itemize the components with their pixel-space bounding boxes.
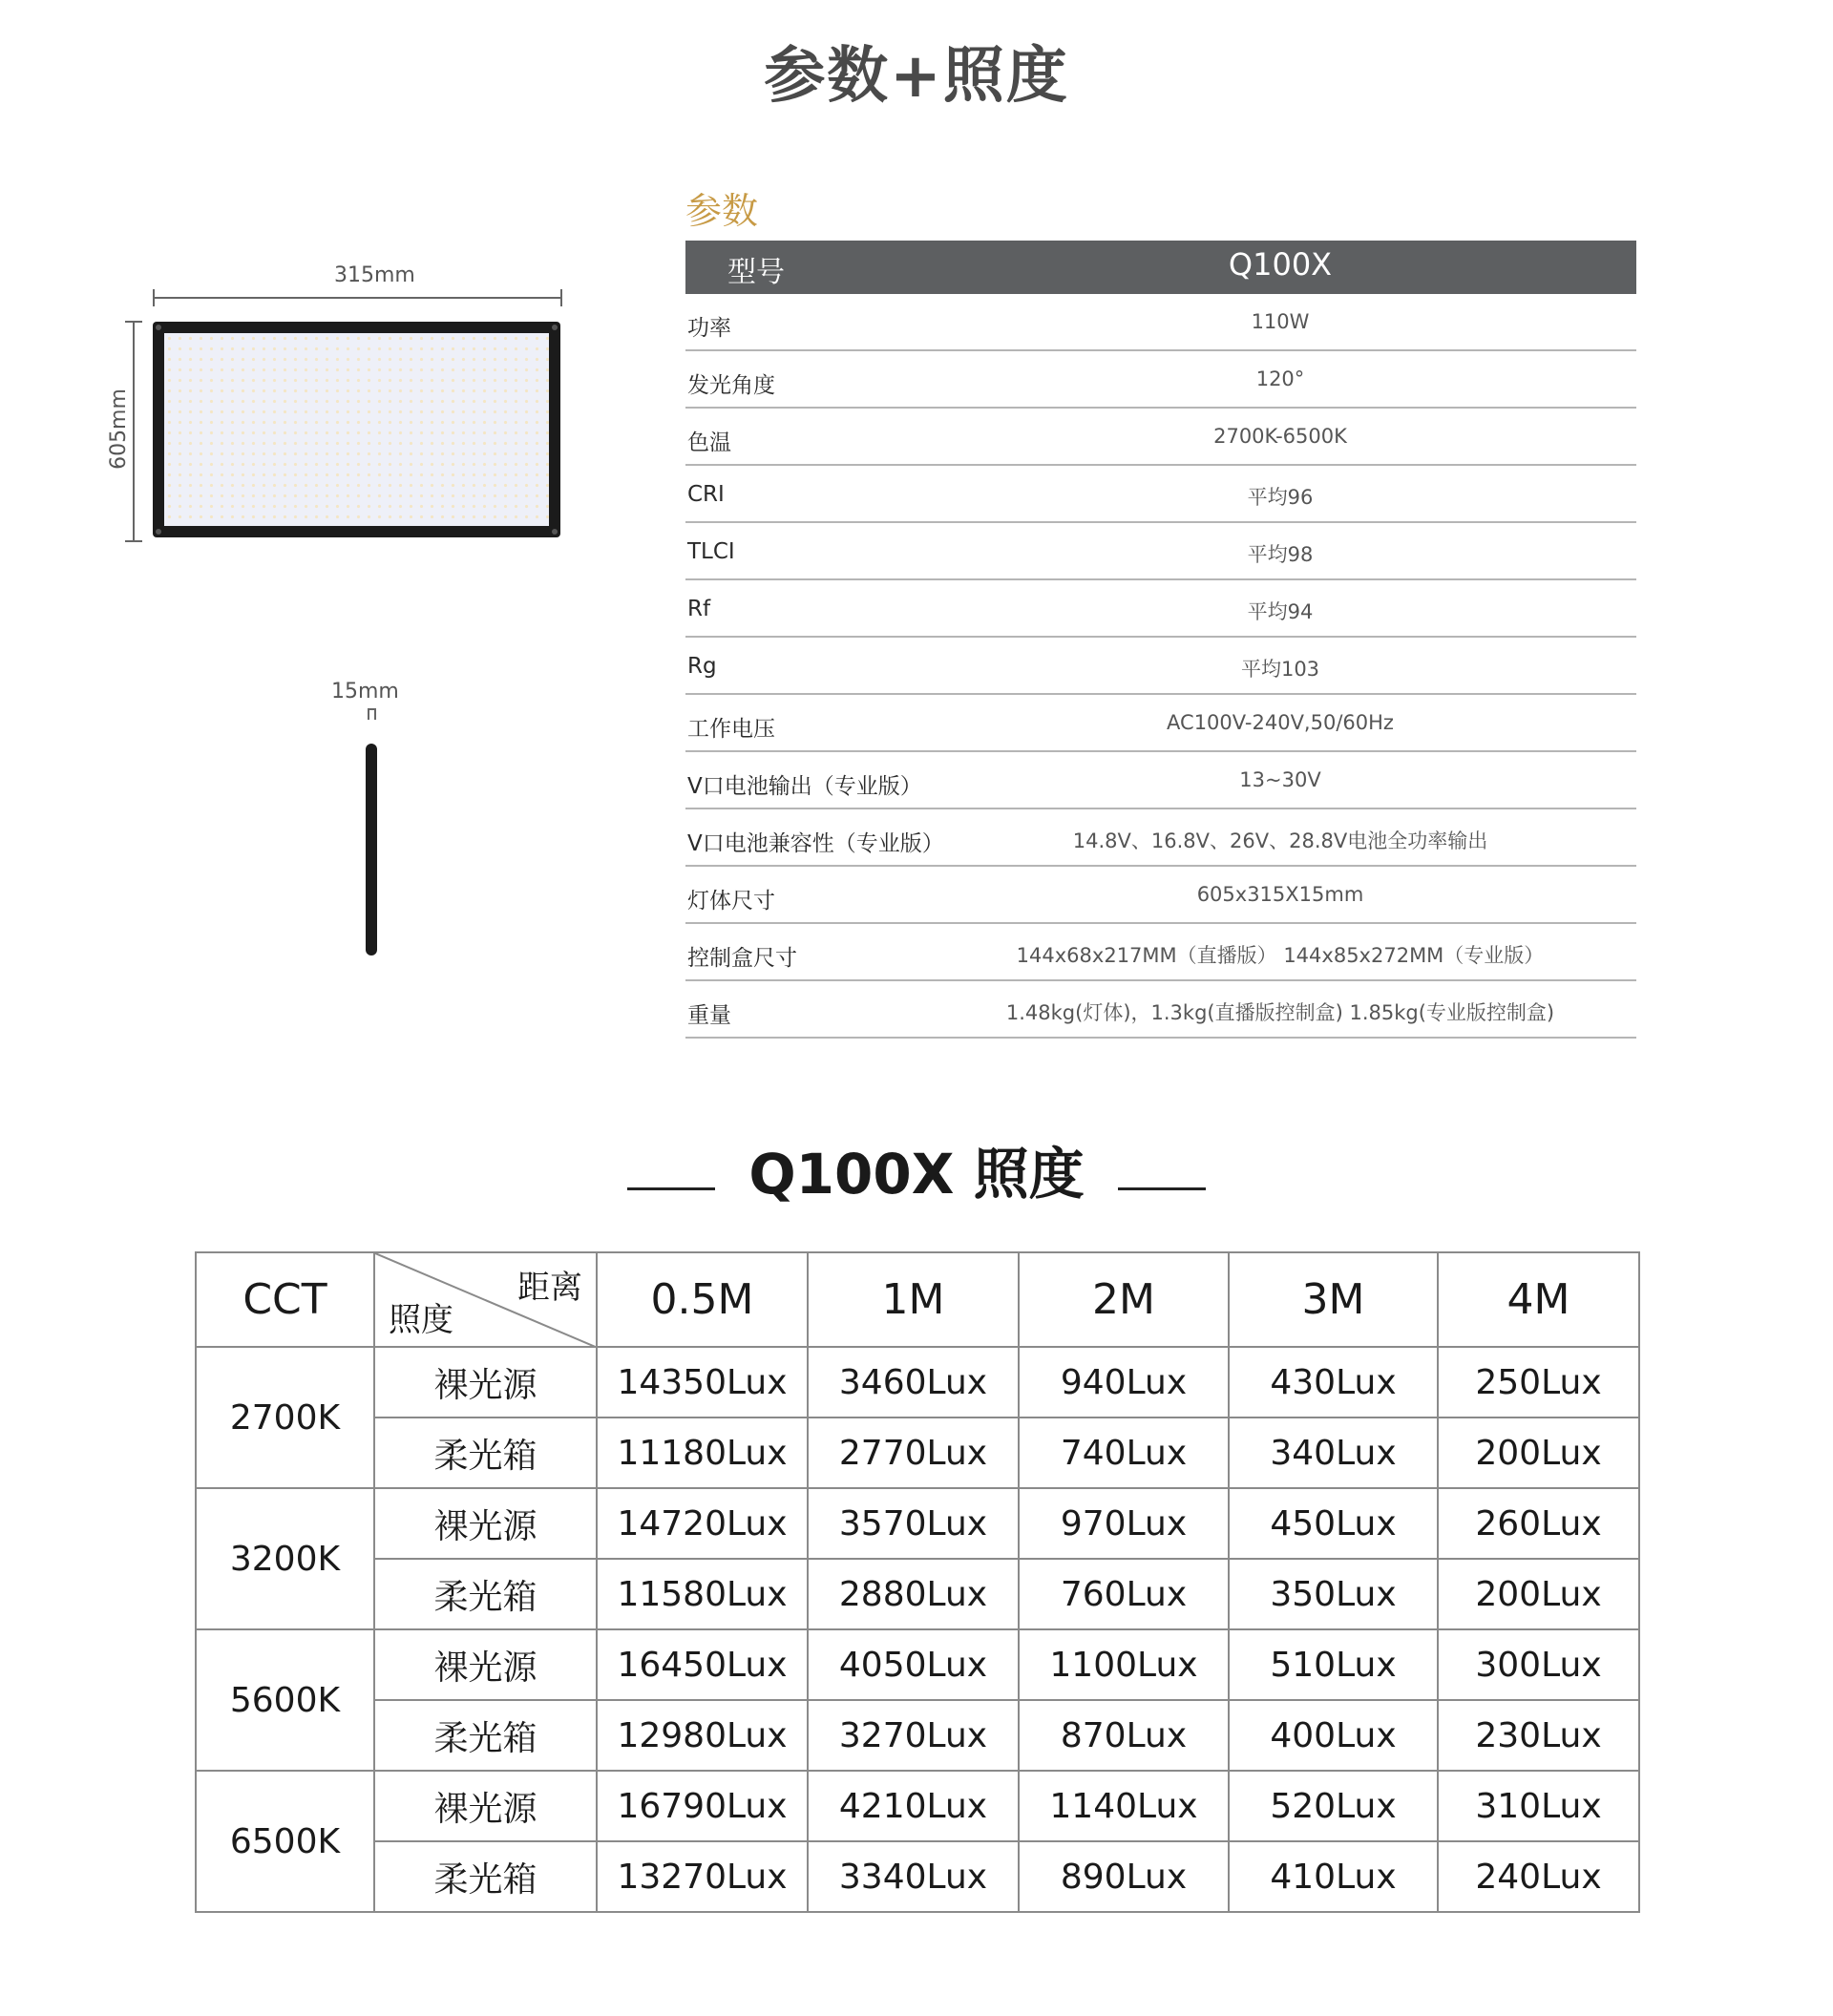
height-dimension-label: 605mm [106,388,131,470]
lux-value-cell: 14720Lux [597,1488,808,1559]
spec-row [685,695,1636,752]
lux-value-cell: 11180Lux [597,1418,808,1488]
lux-header-illuminance-label: 照度 [389,1301,453,1339]
spec-row [685,294,1636,351]
lux-value-cell: 13270Lux [597,1841,808,1912]
spec-value: 1.48kg(灯体)，1.3kg(直播版控制盒) 1.85kg(专业版控制盒) [1005,1001,1555,1024]
thickness-dimension-label: 15mm [331,680,399,704]
lux-value-cell: 1100Lux [1019,1629,1229,1700]
spec-value: 14.8V、16.8V、26V、28.8V电池全功率输出 [1072,830,1488,852]
panel-grommet [552,529,558,535]
spec-row [685,924,1636,981]
spec-row [685,466,1636,523]
spec-key: 功率 [687,316,731,341]
height-dimension-tick-bottom [125,540,142,542]
lux-value-cell: 310Lux [1438,1771,1639,1841]
spec-value: 120° [1255,368,1305,390]
thickness-dimension-tick-right [374,708,376,720]
lux-value-cell: 350Lux [1229,1559,1438,1629]
led-panel-side-view [366,744,377,956]
lux-value-cell: 200Lux [1438,1559,1639,1629]
spec-value: 605x315X15mm [1196,883,1364,906]
spec-key: V口电池兼容性（专业版） [687,831,944,856]
spec-key: 色温 [687,430,731,455]
lux-header-distance: 4M [1438,1252,1639,1347]
spec-row [685,867,1636,924]
lux-mode-cell: 柔光箱 [374,1418,597,1488]
lux-header-distance: 2M [1019,1252,1229,1347]
spec-table [685,241,1636,1039]
lux-value-cell: 3270Lux [808,1700,1019,1771]
spec-key: 发光角度 [687,373,775,398]
spec-value: 110W [1251,310,1310,333]
lux-table-row [196,1629,1639,1700]
spec-key: 灯体尺寸 [687,889,775,914]
spec-row [685,580,1636,638]
lux-table-row [196,1488,1639,1559]
lux-value-cell: 16790Lux [597,1771,808,1841]
lux-value-cell: 12980Lux [597,1700,808,1771]
spec-value: 平均96 [1247,486,1314,509]
lux-value-cell: 940Lux [1019,1347,1229,1418]
lux-value-cell: 510Lux [1229,1629,1438,1700]
width-dimension-label: 315mm [334,263,415,287]
spec-value: 平均98 [1247,543,1314,566]
lux-table-row [196,1347,1639,1418]
panel-grommet [156,529,161,535]
spec-table-header [685,241,1636,294]
lux-value-cell: 870Lux [1019,1700,1229,1771]
lux-mode-cell: 柔光箱 [374,1559,597,1629]
lux-section-title: Q100X 照度 [748,1142,1085,1207]
lux-value-cell: 890Lux [1019,1841,1229,1912]
lux-table [195,1251,1640,1913]
lux-cct-cell: 6500K [196,1771,374,1912]
lux-value-cell: 970Lux [1019,1488,1229,1559]
lux-mode-cell: 裸光源 [374,1347,597,1418]
lux-value-cell: 4210Lux [808,1771,1019,1841]
lux-table-row [196,1771,1639,1841]
lux-value-cell: 450Lux [1229,1488,1438,1559]
spec-value: 平均94 [1247,600,1314,623]
spec-rows [685,294,1636,1039]
lux-mode-cell: 裸光源 [374,1629,597,1700]
lux-cct-cell: 5600K [196,1629,374,1771]
lux-value-cell: 300Lux [1438,1629,1639,1700]
lux-value-cell: 400Lux [1229,1700,1438,1771]
lux-value-cell: 4050Lux [808,1629,1019,1700]
spec-value: 13~30V [1239,768,1321,791]
lux-table-row [196,1418,1639,1488]
spec-header-model: Q100X [1228,246,1333,283]
height-dimension-line [133,321,135,542]
spec-row [685,809,1636,867]
lux-header-cct: CCT [196,1252,374,1347]
lux-value-cell: 240Lux [1438,1841,1639,1912]
spec-key: Rg [687,654,717,679]
lux-header-distance-label: 距离 [517,1269,582,1307]
spec-row [685,981,1636,1039]
page-title: 参数+照度 [764,41,1069,112]
spec-key: CRI [687,482,725,507]
lux-value-cell: 14350Lux [597,1347,808,1418]
lux-value-cell: 3340Lux [808,1841,1019,1912]
spec-key: 工作电压 [687,717,775,742]
lux-value-cell: 16450Lux [597,1629,808,1700]
spec-key: 控制盒尺寸 [687,946,797,971]
spec-row [685,638,1636,695]
lux-value-cell: 3460Lux [808,1347,1019,1418]
lux-value-cell: 340Lux [1229,1418,1438,1488]
lux-value-cell: 250Lux [1438,1347,1639,1418]
lux-value-cell: 2880Lux [808,1559,1019,1629]
lux-value-cell: 760Lux [1019,1559,1229,1629]
spec-key: Rf [687,597,711,621]
lux-cct-cell: 3200K [196,1488,374,1629]
spec-row [685,523,1636,580]
lux-value-cell: 260Lux [1438,1488,1639,1559]
title-dash-left [627,1187,715,1190]
lux-table-row [196,1841,1639,1912]
led-panel-face [164,333,549,526]
lux-value-cell: 200Lux [1438,1418,1639,1488]
spec-key: 重量 [687,1003,731,1028]
lux-table-row [196,1700,1639,1771]
lux-mode-cell: 柔光箱 [374,1841,597,1912]
lux-value-cell: 11580Lux [597,1559,808,1629]
lux-cct-cell: 2700K [196,1347,374,1488]
lux-header-distance: 1M [808,1252,1019,1347]
lux-value-cell: 1140Lux [1019,1771,1229,1841]
thickness-dimension-tick-left [368,708,369,720]
spec-value: 144x68x217MM（直播版） 144x85x272MM（专业版） [1016,944,1545,967]
spec-row [685,409,1636,466]
spec-value: 平均103 [1240,658,1320,681]
lux-value-cell: 3570Lux [808,1488,1019,1559]
led-panel-front-view [153,322,560,537]
panel-grommet [156,325,161,330]
lux-header-diagonal [374,1252,597,1347]
spec-heading: 参数 [685,190,759,232]
width-dimension-tick-right [560,289,562,306]
lux-table-row [196,1559,1639,1629]
lux-value-cell: 230Lux [1438,1700,1639,1771]
spec-header-key: 型号 [727,256,785,289]
spec-value: 2700K-6500K [1213,425,1347,448]
width-dimension-tick-left [153,289,155,306]
height-dimension-tick-top [125,321,142,323]
lux-header-distance: 3M [1229,1252,1438,1347]
spec-row [685,752,1636,809]
lux-table-body [196,1347,1639,1912]
lux-value-cell: 430Lux [1229,1347,1438,1418]
lux-value-cell: 520Lux [1229,1771,1438,1841]
lux-title-row [0,1129,1833,1209]
lux-value-cell: 740Lux [1019,1418,1229,1488]
title-dash-right [1118,1187,1206,1190]
lux-mode-cell: 裸光源 [374,1771,597,1841]
lux-value-cell: 410Lux [1229,1841,1438,1912]
spec-row [685,351,1636,409]
panel-grommet [552,325,558,330]
spec-value: AC100V-240V,50/60Hz [1167,711,1394,734]
spec-key: TLCI [687,539,735,564]
width-dimension-line [153,297,562,299]
lux-mode-cell: 柔光箱 [374,1700,597,1771]
lux-header-distance: 0.5M [597,1252,808,1347]
lux-mode-cell: 裸光源 [374,1488,597,1559]
spec-key: V口电池输出（专业版） [687,774,922,799]
lux-value-cell: 2770Lux [808,1418,1019,1488]
